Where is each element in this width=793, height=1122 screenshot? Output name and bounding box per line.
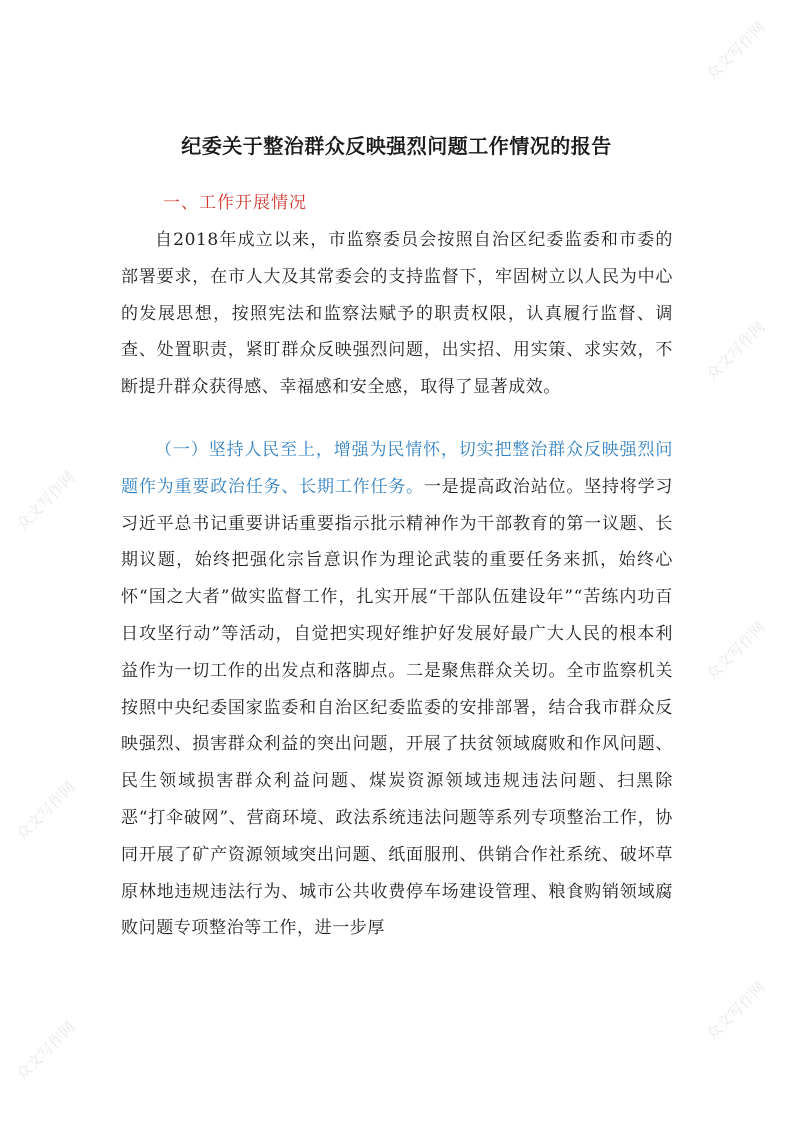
intro-paragraph: 自2018年成立以来，市监察委员会按照自治区纪委监委和市委的部署要求，在市人大及其常委会的支持监督下，牢固树立以人民为中心的发展思想，按照宪法和监察法赋予的职责权限，认真履行监督、调查、处置职责，紧盯群众反映强烈问题，出实招、用实策、求实效，不断提升群众获得感、幸福感和安全感，取得了显著成效。 — [121, 230, 673, 398]
subsection-heading: （一）坚持人民至上，增强为民情怀，切实把整治群众反映强烈问题作为重要政治任务、长期工作任务。 — [121, 440, 673, 497]
section-heading: 一、工作开展情况 — [163, 193, 307, 213]
intro-paragraph-block — [121, 222, 673, 406]
watermark: 众文写作网 — [702, 17, 769, 84]
subsection-body: 一是提高政治站位。坚持将学习习近平总书记重要讲话重要指示批示精神作为干部教育的第一议题、长期议题，始终把强化宗旨意识作为理论武装的重要任务来抓，始终心怀“国之大者”做实监督工作，扎实开展“干部队伍建设年”“苦练内功百日攻坚行动”等活动，自觉把实现好维护好发展好最广大人民的根本利益作为一切工作的出发点和落脚点。二是聚焦群众关切。全市监察机关按照中央纪委国家监委和自治区纪委监委的安排部署，结合我市群众反映强烈、损害群众利益的突出问题，开展了扶贫领域腐败和作风问题、民生领域损害群众利益问题、煤炭资源领域违规违法问题、扫黑除恶“打伞破网”、营商环境、政法系统违法问题等系列专项整治工作，协同开展了矿产资源领域突出问题、纸面服刑、供销合作社系统、破坏草原林地违规违法行为、城市公共收费停车场建设管理、粮食购销领域腐败问题专项整治等工作，进一步厚 — [121, 476, 673, 939]
watermark: 众文写作网 — [702, 617, 769, 684]
watermark: 众文写作网 — [12, 777, 79, 844]
watermark: 众文写作网 — [12, 467, 79, 534]
subsection-paragraph — [121, 432, 673, 947]
page-title: 纪委关于整治群众反映强烈问题工作情况的报告 — [181, 134, 612, 158]
watermark: 众文写作网 — [12, 1017, 79, 1084]
watermark: 众文写作网 — [702, 977, 769, 1044]
subsection-block — [121, 432, 673, 947]
watermark: 众文写作网 — [702, 317, 769, 384]
